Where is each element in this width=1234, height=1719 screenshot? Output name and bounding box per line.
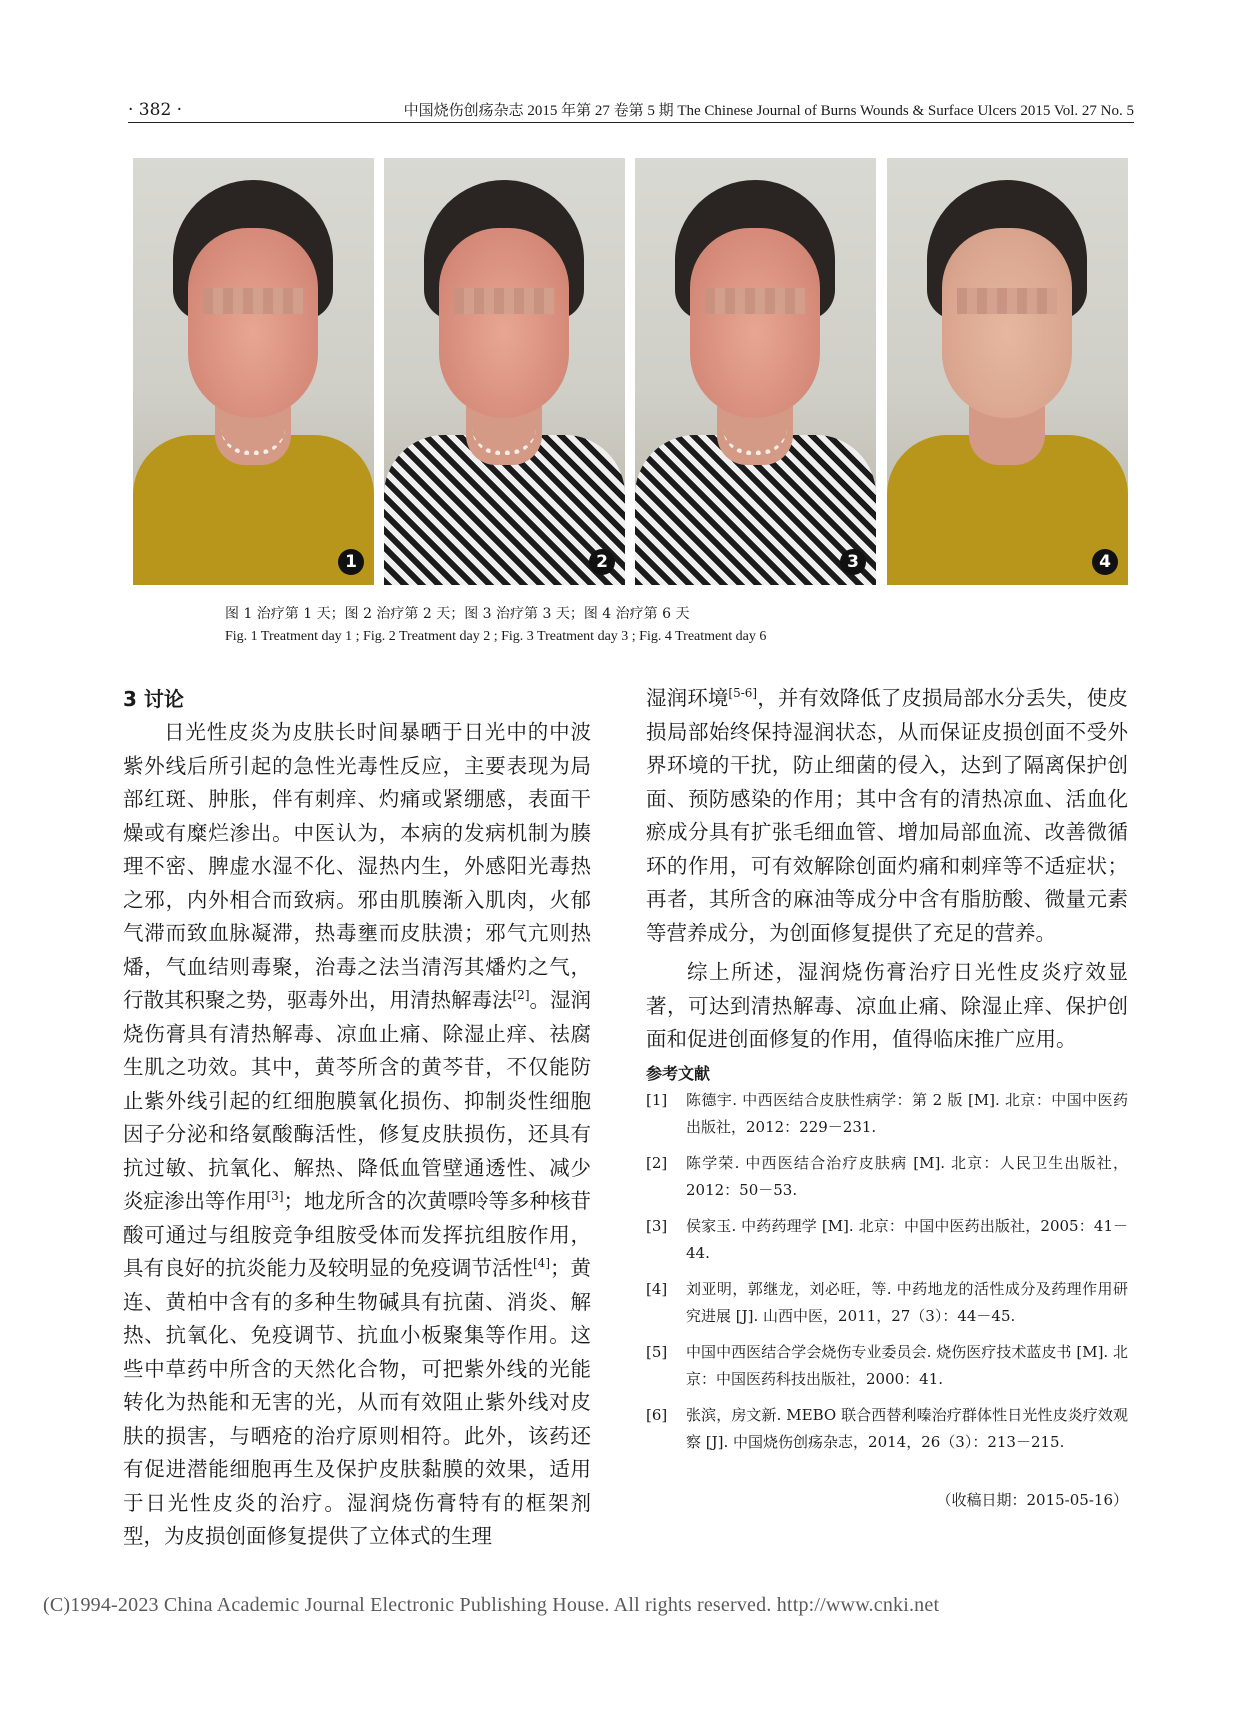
figure-number-badge: 2 — [589, 549, 615, 575]
reference-text: 刘亚明，郭继龙，刘必旺，等. 中药地龙的活性成分及药理作用研究进展 [J]. 山西中医，2011，27（3）：44－45. — [686, 1279, 1128, 1325]
reference-text: 张滨，房文新. MEBO 联合西替利嗪治疗群体性日光性皮炎疗效观察 [J]. 中国烧伤创疡杂志，2014，26（3）：213－215. — [686, 1405, 1128, 1451]
reference-text: 侯家玉. 中药药理学 [M]. 北京：中国中医药出版社，2005：41－44. — [686, 1216, 1128, 1262]
reference-number: [3] — [646, 1216, 668, 1235]
journal-running-head: 中国烧伤创疡杂志 2015 年第 27 卷第 5 期 The Chinese Journal of Burns Wounds & Surface Ulcers 2015 Vol. 27 No. 5 — [403, 103, 1134, 119]
text-span: ；黄连、黄柏中含有的多种生物碱具有抗菌、消炎、解热、抗氧化、免疫调节、抗血小板聚集等作用。这些中草药中所含的天然化合物，可把紫外线的光能转化为热能和无害的光，从而有效阻止紫外线对皮肤的损害，与晒疮的治疗原则相符。此外，该药还有促进潜能细胞再生及保护皮肤黏膜的效果，适用于日光性皮炎的治疗。湿润烧伤膏特有的框架剂型，为皮损创面修复提供了立体式的生理 — [123, 1256, 591, 1548]
figure-photo-4 — [887, 158, 1128, 585]
reference-number: [4] — [646, 1279, 668, 1298]
face — [690, 228, 820, 418]
reference-text: 中国中西医结合学会烧伤专业委员会. 烧伤医疗技术蓝皮书 [M]. 北京：中国医药科技出版社，2000：41. — [686, 1342, 1128, 1388]
running-header — [128, 100, 1134, 123]
reference-text: 陈学荣. 中西医结合治疗皮肤病 [M]. 北京：人民卫生出版社，2012：50－53. — [686, 1153, 1128, 1199]
face — [188, 228, 318, 418]
right-column — [646, 682, 1128, 1517]
eye-mosaic — [957, 288, 1057, 314]
figure-number-badge: 4 — [1092, 549, 1118, 575]
figure-caption-chinese: 图 1 治疗第 1 天；图 2 治疗第 2 天；图 3 治疗第 3 天；图 4 治疗第 6 天 — [225, 606, 690, 622]
figure-number-badge: 1 — [338, 549, 364, 575]
discussion-paragraph — [123, 716, 591, 1554]
reference-item — [646, 1339, 1128, 1393]
figure-photo-3 — [635, 158, 876, 585]
copyright-footer: (C)1994-2023 China Academic Journal Electronic Publishing House. All rights reserved. http://www.cnki.net — [43, 1594, 940, 1616]
face — [942, 228, 1072, 418]
reference-number: [5] — [646, 1342, 668, 1361]
page-number: · 382 · — [128, 100, 183, 120]
discussion-paragraph-continued — [646, 682, 1128, 950]
reference-item — [646, 1402, 1128, 1456]
section-heading: 3 讨论 — [123, 687, 184, 711]
reference-item — [646, 1150, 1128, 1204]
text-span: 。湿润烧伤膏具有清热解毒、凉血止痛、除湿止痒、祛腐生肌之功效。其中，黄芩所含的黄芩苷，不仅能防止紫外线引起的红细胞膜氧化损伤、抑制炎性细胞因子分泌和络氨酸酶活性，修复皮肤损伤，还具有抗过敏、抗氧化、解热、降低血管壁通透性、减少炎症渗出等作用 — [123, 988, 591, 1213]
text-span: 日光性皮炎为皮肤长时间暴晒于日光中的中波紫外线后所引起的急性光毒性反应，主要表现为局部红斑、肿胀，伴有刺痒、灼痛或紧绷感，表面干燥或有糜烂渗出。中医认为，本病的发病机制为腠理不密、脾虚水湿不化、湿热内生，外感阳光毒热之邪，内外相合而致病。邪由肌腠渐入肌肉，火郁气滞而致血脉凝滞，热毒壅而皮肤溃；邪气亢则热燔，气血结则毒聚，治毒之法当清泻其燔灼之气，行散其积聚之势，驱毒外出，用清热解毒法 — [123, 720, 591, 1012]
references-heading: 参考文献 — [646, 1063, 711, 1083]
figure-photo-1 — [133, 158, 374, 585]
citation: [5-6] — [728, 686, 758, 701]
figure-number-badge: 3 — [840, 549, 866, 575]
figure-caption-english: Fig. 1 Treatment day 1 ; Fig. 2 Treatment day 2 ; Fig. 3 Treatment day 3 ; Fig. 4 Treatment day 6 — [225, 629, 767, 644]
face — [439, 228, 569, 418]
reference-number: [2] — [646, 1153, 668, 1172]
conclusion-paragraph: 综上所述，湿润烧伤膏治疗日光性皮炎疗效显著，可达到清热解毒、凉血止痛、除湿止痒、保护创面和促进创面修复的作用，值得临床推广应用。 — [646, 960, 1128, 1051]
reference-item — [646, 1087, 1128, 1141]
text-span: 湿润环境 — [646, 686, 729, 710]
reference-item — [646, 1213, 1128, 1267]
reference-number: [1] — [646, 1090, 668, 1109]
eye-mosaic — [705, 288, 805, 314]
text-span: ，并有效降低了皮损局部水分丢失，使皮损局部始终保持湿润状态，从而保证皮损创面不受外界环境的干扰，防止细菌的侵入，达到了隔离保护创面、预防感染的作用；其中含有的清热凉血、活血化瘀成分具有扩张毛细血管、增加局部血流、改善微循环的作用，可有效解除创面灼痛和刺痒等不适症状；再者，其所含的麻油等成分中含有脂肪酸、微量元素等营养成分，为创面修复提供了充足的营养。 — [646, 686, 1129, 945]
reference-number: [6] — [646, 1405, 668, 1424]
reference-list — [646, 1087, 1128, 1456]
eye-mosaic — [203, 288, 303, 314]
citation: [2] — [512, 988, 530, 1003]
text-span: ；地龙所含的次黄嘌呤等多种核苷酸可通过与组胺竞争组胺受体而发挥抗组胺作用，具有良好的抗炎能力及较明显的免疫调节活性 — [123, 1189, 591, 1280]
eye-mosaic — [454, 288, 554, 314]
reference-item — [646, 1276, 1128, 1330]
figure-photo-2 — [384, 158, 625, 585]
figure-panel — [133, 158, 1129, 585]
reference-text: 陈德宇. 中西医结合皮肤性病学：第 2 版 [M]. 北京：中国中医药出版社，2012：229－231. — [686, 1090, 1128, 1136]
received-date: （收稿日期：2015-05-16） — [936, 1490, 1128, 1509]
citation: [3] — [266, 1189, 284, 1204]
citation: [4] — [533, 1256, 550, 1271]
left-column — [123, 682, 591, 1554]
